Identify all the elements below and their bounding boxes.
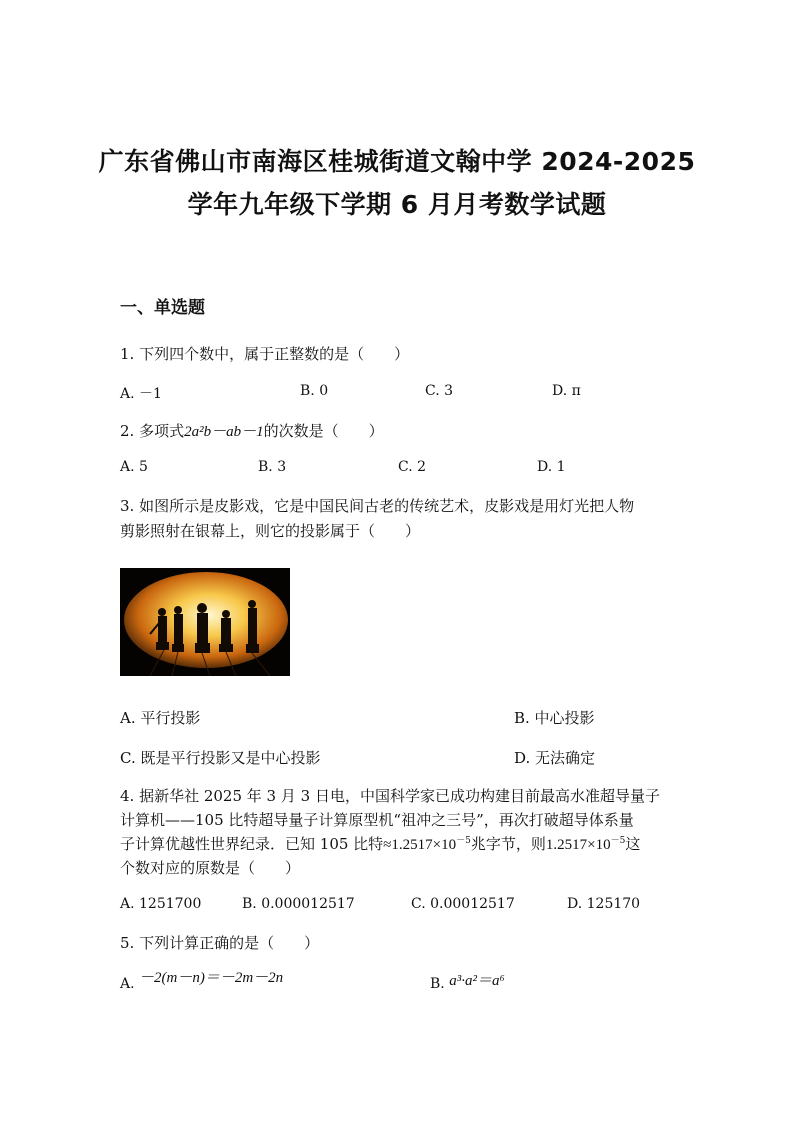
- document-title-line-1: 广东省佛山市南海区桂城街道文翰中学 2024-2025: [98, 147, 696, 176]
- question-5: 5. 下列计算正确的是（ ）: [120, 934, 320, 952]
- q2-prefix: 2. 多项式: [120, 422, 185, 440]
- q2-option-c: C. 2: [398, 459, 427, 475]
- q5-option-b: [430, 972, 505, 993]
- q1-option-c: C. 3: [425, 383, 454, 399]
- question-3-line-2: 剪影照射在银幕上，则它的投影属于（ ）: [120, 522, 421, 540]
- question-3-line-1: 3. 如图所示是皮影戏，它是中国民间古老的传统艺术，皮影戏是用灯光把人物: [120, 497, 635, 515]
- question-1: 1. 下列四个数中，属于正整数的是（ ）: [120, 345, 410, 363]
- q4-line-3-text-a: 子计算优越性世界纪录．已知 105 比特: [120, 835, 384, 853]
- q2-suffix: 的次数是（ ）: [263, 422, 384, 440]
- q4-expression-1: ≈1.2517×10: [383, 837, 457, 853]
- q4-line-3-text-b: 兆字节，则: [470, 835, 546, 853]
- question-4-line-3: [120, 833, 640, 854]
- q4-option-b: B. 0.000012517: [242, 896, 355, 912]
- q3-option-c: C. 既是平行投影又是中心投影: [120, 749, 321, 767]
- q4-exponent-2: －5: [610, 836, 626, 846]
- q5-option-a: [120, 972, 283, 993]
- question-4-line-1: 4. 据新华社 2025 年 3 月 3 日电，中国科学家已成功构建目前最高水准超导量子: [120, 787, 660, 805]
- q3-option-b: B. 中心投影: [514, 709, 595, 727]
- q2-option-b: B. 3: [258, 459, 287, 475]
- q2-expression: 2a²b－ab－1: [184, 424, 264, 440]
- q2-option-d: D. 1: [537, 459, 566, 475]
- q4-option-c: C. 0.00012517: [411, 896, 515, 912]
- q5-option-a-label: A.: [120, 976, 135, 992]
- q1-option-a: A. －1: [120, 386, 162, 402]
- q4-option-a: A. 1251700: [120, 896, 202, 912]
- question-4-line-4: 个数对应的原数是（ ）: [120, 859, 301, 877]
- q3-option-d: D. 无法确定: [514, 749, 596, 767]
- q5-option-b-expression: a³·a²＝a⁶: [449, 973, 505, 989]
- q4-option-d: D. 125170: [567, 896, 641, 912]
- q3-option-a: A. 平行投影: [120, 709, 201, 727]
- q5-option-b-label: B.: [430, 976, 445, 992]
- section-heading: 一、单选题: [120, 298, 205, 318]
- q2-option-a: A. 5: [120, 459, 148, 475]
- q4-line-3-text-c: 这: [625, 835, 641, 853]
- question-2: [120, 420, 384, 441]
- q1-option-d: D. π: [552, 383, 581, 399]
- question-4-line-2: 计算机——105 比特超导量子计算原型机“祖冲之三号”，再次打破超导体系量: [120, 811, 634, 829]
- q5-option-a-expression: －2(m－n)＝－2m－2n: [139, 970, 284, 986]
- q4-exponent-1: －5: [456, 836, 471, 846]
- document-title-line-2: 学年九年级下学期 6 月月考数学试题: [187, 190, 607, 219]
- shadow-puppet-image: [120, 568, 290, 676]
- q1-option-b: B. 0: [300, 383, 329, 399]
- q4-expression-2: 1.2517×10: [545, 837, 611, 853]
